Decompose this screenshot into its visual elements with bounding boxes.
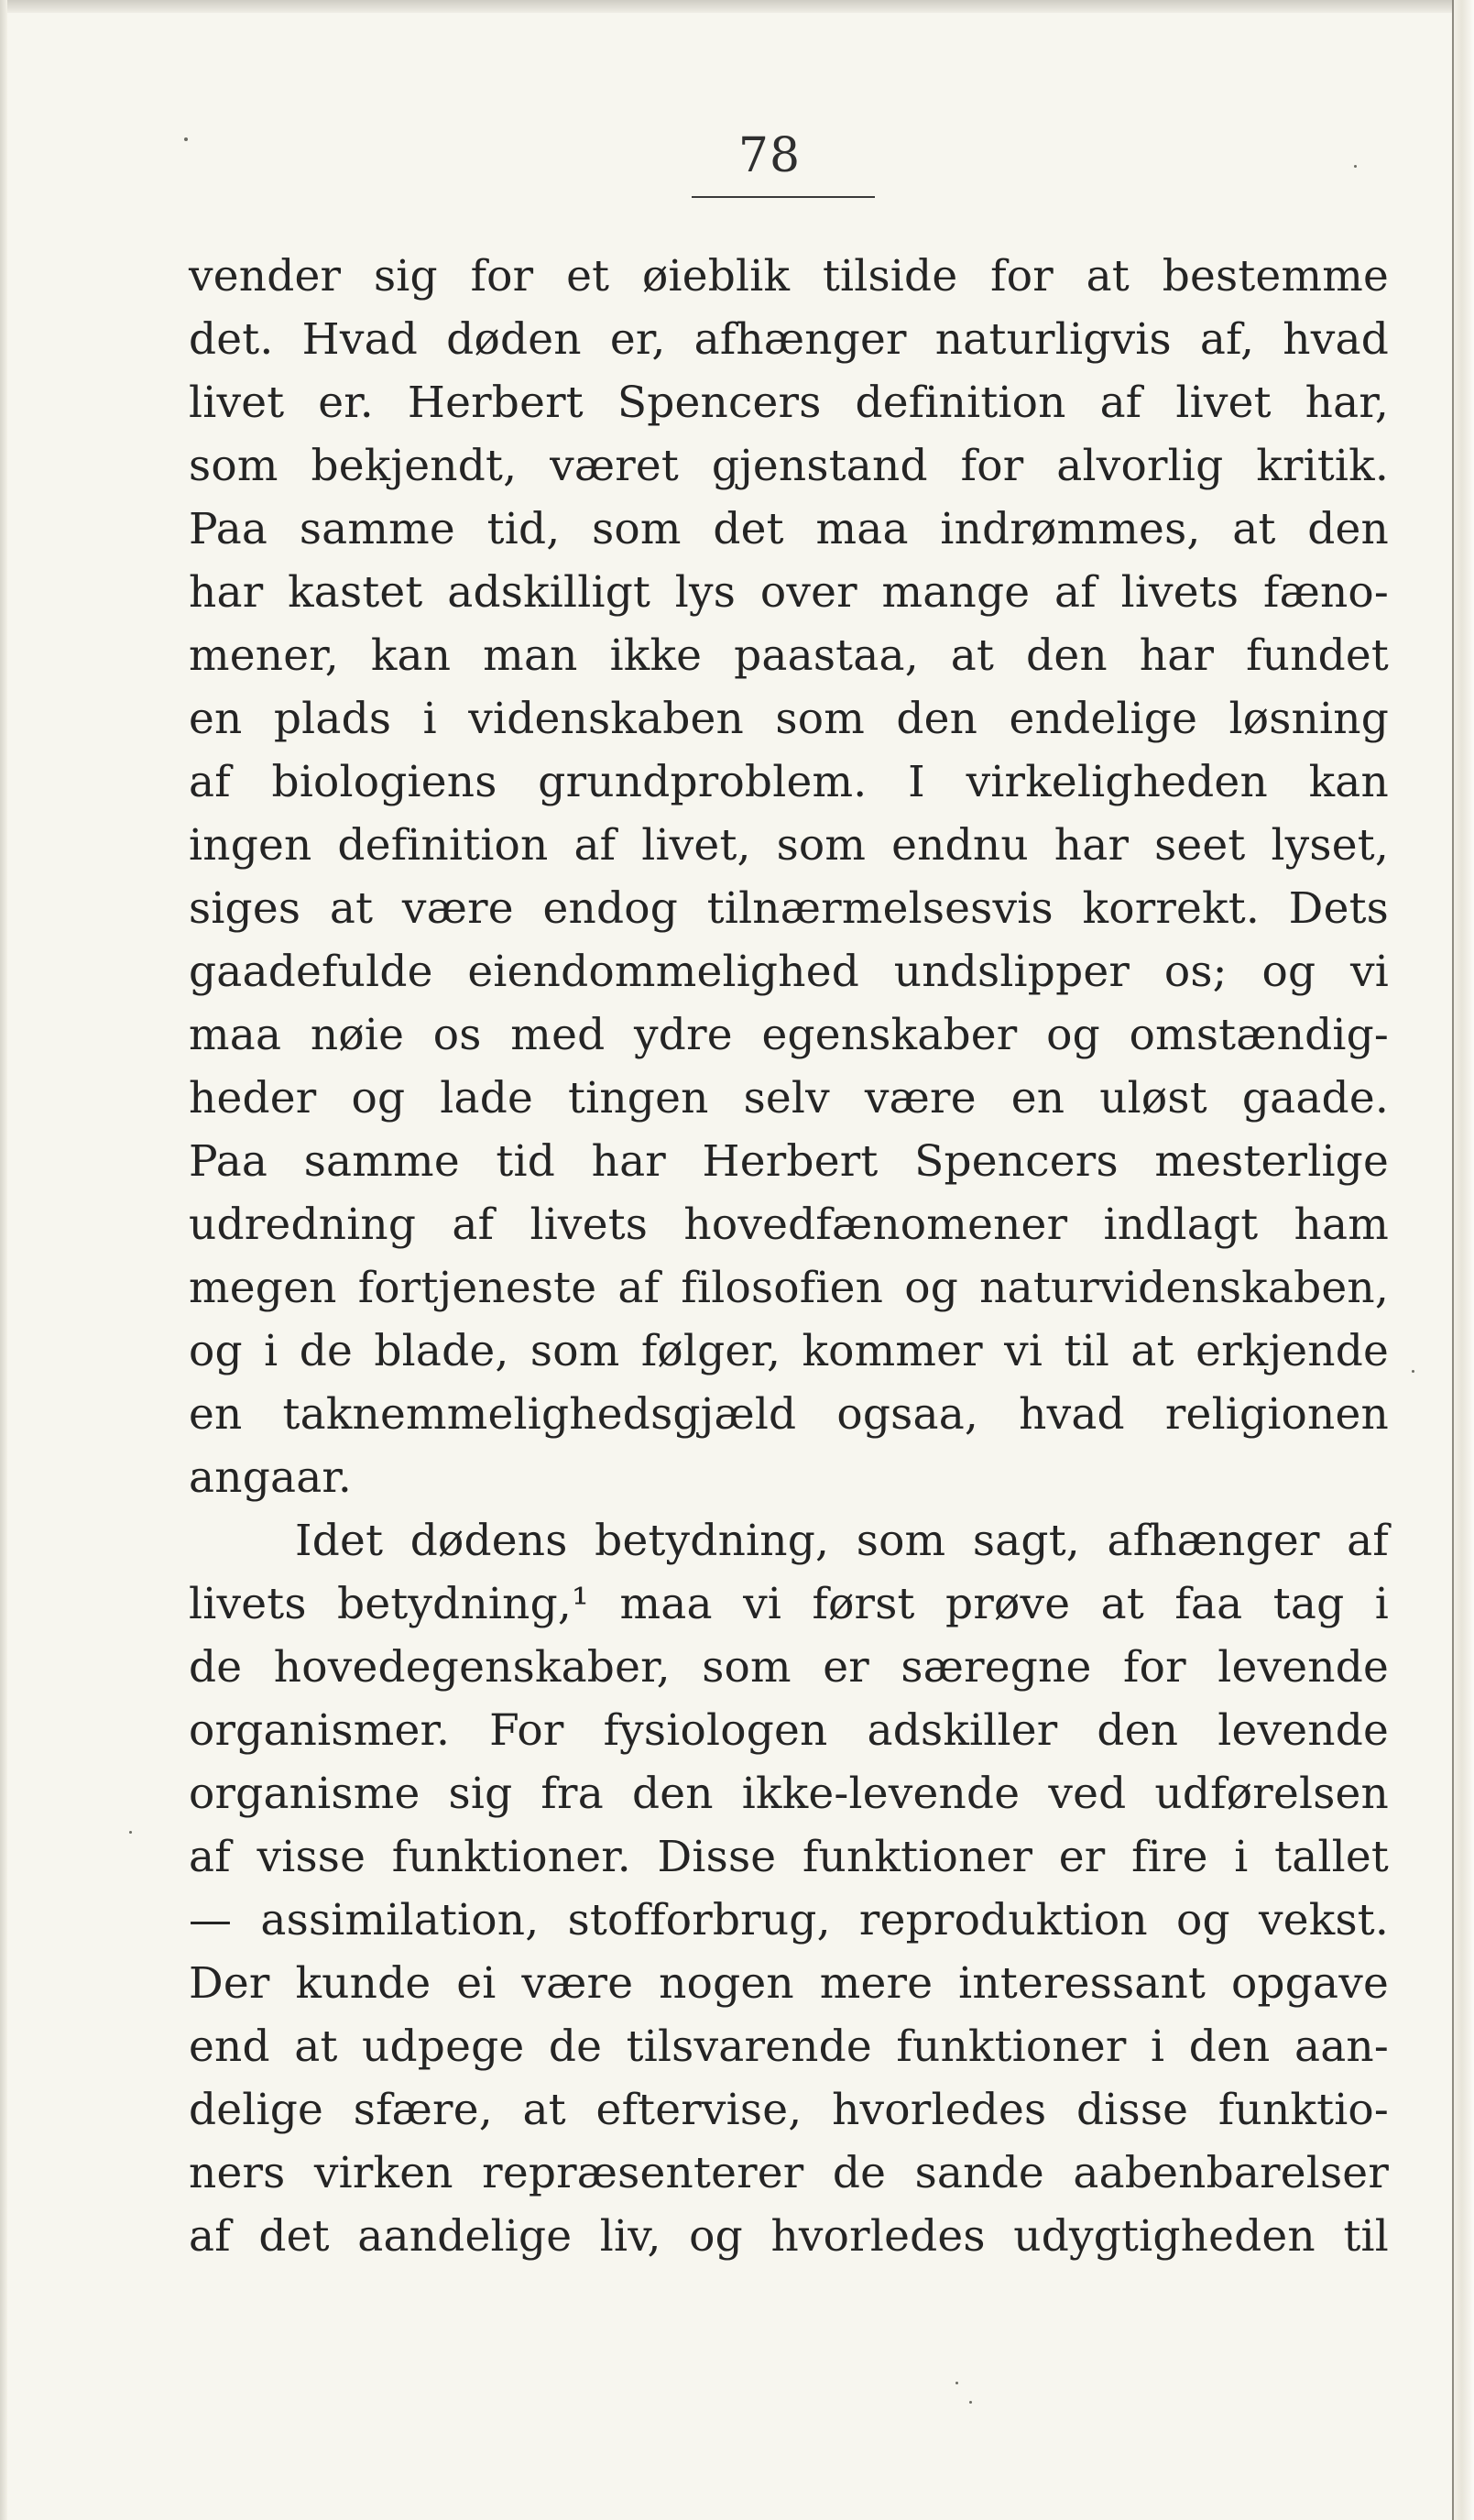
text-line-31: ners virken repræsenterer de sande aabenbarelser <box>189 2148 1389 2198</box>
text-line-1: vender sig for et øieblik tilside for at bestemme <box>189 251 1389 301</box>
page-number-rule <box>692 196 875 198</box>
text-line-20: angaar. <box>189 1452 353 1503</box>
text-line-16: udredning af livets hovedfænomener indlagt ham <box>189 1200 1389 1250</box>
page-number: 78 <box>737 128 802 183</box>
page-top-edge <box>0 0 1474 13</box>
paper-speck <box>129 1831 132 1834</box>
text-line-24: organismer. For fysiologen adskiller den levende <box>189 1705 1389 1756</box>
text-line-18: og i de blade, som følger, kommer vi til at erkjende <box>189 1326 1389 1376</box>
text-line-5: Paa samme tid, som det maa indrømmes, at den <box>189 504 1389 554</box>
text-line-27: — assimilation, stofforbrug, reproduktion og vekst. <box>189 1895 1389 1945</box>
text-line-9: af biologiens grundproblem. I virkeligheden kan <box>189 757 1389 807</box>
text-line-10: ingen definition af livet, som endnu har seet lyset, <box>189 820 1389 871</box>
page-left-edge <box>0 0 7 2520</box>
text-line-21: Idet dødens betydning, som sagt, afhænger af <box>295 1516 1389 1566</box>
text-line-7: mener, kan man ikke paastaa, at den har fundet <box>189 630 1389 681</box>
text-line-30: delige sfære, at eftervise, hvorledes disse funktio- <box>189 2085 1389 2135</box>
text-line-14: heder og lade tingen selv være en uløst gaade. <box>189 1073 1389 1123</box>
text-line-28: Der kunde ei være nogen mere interessant opgave <box>189 1958 1389 2009</box>
text-line-6: har kastet adskilligt lys over mange af livets fæno- <box>189 567 1389 618</box>
text-line-3: livet er. Herbert Spencers definition af livet har, <box>189 378 1389 428</box>
paper-speck <box>184 137 188 141</box>
text-line-12: gaadefulde eiendommelighed undslipper os; og vi <box>189 947 1389 997</box>
text-line-8: en plads i videnskaben som den endelige løsning <box>189 694 1389 744</box>
paper-speck <box>955 2382 958 2384</box>
text-line-26: af visse funktioner. Disse funktioner er fire i tallet <box>189 1832 1389 1882</box>
text-line-4: som bekjendt, været gjenstand for alvorlig kritik. <box>189 441 1389 491</box>
text-line-22: livets betydning,¹ maa vi først prøve at faa tag i <box>189 1579 1389 1629</box>
paper-speck <box>1354 165 1357 168</box>
text-line-13: maa nøie os med ydre egenskaber og omstændig- <box>189 1010 1389 1060</box>
text-line-32: af det aandelige liv, og hvorledes udygtigheden til <box>189 2211 1389 2262</box>
text-line-15: Paa samme tid har Herbert Spencers mesterlige <box>189 1136 1389 1187</box>
text-line-25: organisme sig fra den ikke-levende ved udførelsen <box>189 1769 1389 1819</box>
text-line-17: megen fortjeneste af filosofien og naturvidenskaben, <box>189 1263 1389 1313</box>
page-right-edge <box>1452 0 1474 2520</box>
paper-speck <box>1412 1370 1414 1373</box>
text-line-19: en taknemmelighedsgjæld ogsaa, hvad religionen <box>189 1389 1389 1440</box>
paper-speck <box>969 2401 972 2404</box>
text-line-29: end at udpege de tilsvarende funktioner i den aan- <box>189 2021 1389 2072</box>
text-line-2: det. Hvad døden er, afhænger naturligvis af, hvad <box>189 314 1389 365</box>
text-line-11: siges at være endog tilnærmelsesvis korrekt. Dets <box>189 883 1389 934</box>
text-line-23: de hovedegenskaber, som er særegne for levende <box>189 1642 1389 1693</box>
